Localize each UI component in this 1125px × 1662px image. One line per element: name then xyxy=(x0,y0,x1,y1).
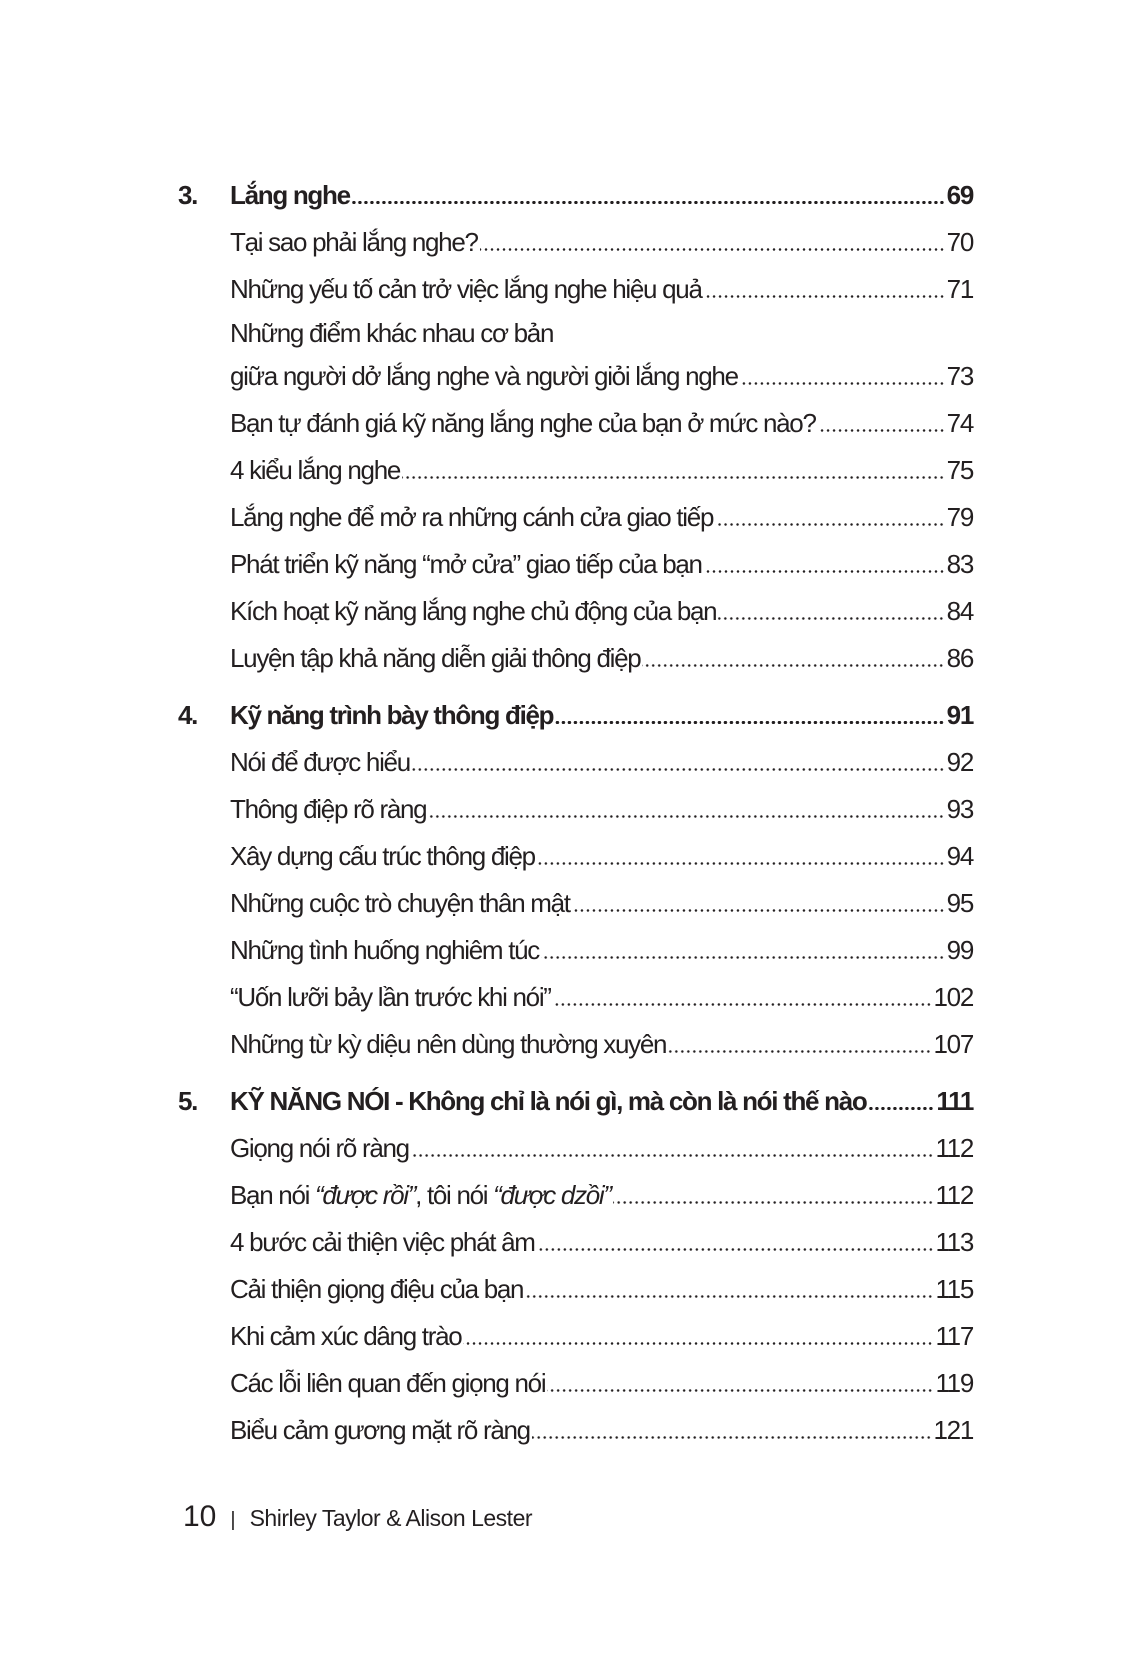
entry-page: 99 xyxy=(946,935,973,965)
entry-page: 71 xyxy=(946,274,973,304)
entry-title-part: Những từ kỳ diệu nên dùng thường xuyên xyxy=(230,1029,667,1059)
table-of-contents xyxy=(178,172,973,1464)
toc-entry[interactable] xyxy=(178,1266,973,1313)
chapter-title: Kỹ năng trình bày thông điệp xyxy=(230,700,554,730)
toc-entry[interactable] xyxy=(178,1021,973,1068)
entry-title-part: Kích hoạt kỹ năng lắng nghe chủ động của bạn xyxy=(230,596,717,626)
page-number: 10 xyxy=(183,1500,217,1533)
entry-title-part: Phát triển kỹ năng “mở cửa” giao tiếp của bạn xyxy=(230,549,702,579)
dot-leader xyxy=(428,815,944,818)
entry-page: 115 xyxy=(935,1274,973,1304)
entry-title xyxy=(230,1021,666,1068)
toc-entry[interactable] xyxy=(178,927,973,974)
dot-leader xyxy=(541,956,945,959)
entry-title-part: “được dzồi” xyxy=(493,1180,611,1210)
dot-leader xyxy=(412,768,945,771)
entry-page: 112 xyxy=(935,1180,973,1210)
toc-entry[interactable] xyxy=(178,266,973,313)
entry-title-part: 4 bước cải thiện việc phát âm xyxy=(230,1227,535,1257)
dot-leader xyxy=(532,1436,932,1439)
dot-leader xyxy=(718,617,944,620)
chapter-heading[interactable] xyxy=(178,1078,973,1125)
toc-entry[interactable] xyxy=(178,880,973,927)
entry-title xyxy=(230,833,535,880)
entry-title-part: giữa người dở lắng nghe và người giỏi lắng nghe xyxy=(230,361,738,391)
chapter-number: 5. xyxy=(178,1086,198,1116)
dot-leader xyxy=(402,476,945,479)
entry-title-part: Những yếu tố cản trở việc lắng nghe hiệu quả xyxy=(230,274,702,304)
toc-entry[interactable] xyxy=(178,400,973,447)
entry-page: 117 xyxy=(935,1321,973,1351)
chapter-heading[interactable] xyxy=(178,172,973,219)
toc-chapter xyxy=(178,692,973,1068)
dot-leader xyxy=(537,1248,934,1251)
book-authors: Shirley Taylor & Alison Lester xyxy=(249,1505,533,1531)
entry-page: 84 xyxy=(946,596,973,626)
entry-page: 112 xyxy=(935,1133,973,1163)
toc-entry[interactable] xyxy=(178,447,973,494)
entry-page: 83 xyxy=(946,549,973,579)
entry-title-part: Lắng nghe để mở ra những cánh cửa giao tiếp xyxy=(230,502,714,532)
dot-leader xyxy=(553,1003,932,1006)
entry-page: 86 xyxy=(946,643,973,673)
toc-entry[interactable] xyxy=(178,1407,973,1454)
entry-page: 75 xyxy=(946,455,973,485)
entry-page: 113 xyxy=(935,1227,973,1257)
chapter-page: 91 xyxy=(946,700,973,730)
entry-title-part: “được rồi” xyxy=(315,1180,416,1210)
entry-title-part: Khi cảm xúc dâng trào xyxy=(230,1321,462,1351)
entry-title-part: Tại sao phải lắng nghe? xyxy=(230,227,478,257)
dot-leader xyxy=(463,1342,933,1345)
dot-leader xyxy=(537,862,945,865)
toc-entry[interactable] xyxy=(178,541,973,588)
toc-entry[interactable] xyxy=(178,635,973,682)
entry-page: 107 xyxy=(933,1029,973,1059)
chapter-title: Lắng nghe xyxy=(230,180,350,210)
toc-chapter xyxy=(178,172,973,682)
chapter-number: 3. xyxy=(178,180,198,210)
dot-leader xyxy=(642,664,944,667)
entry-title-part: Luyện tập khả năng diễn giải thông điệp xyxy=(230,643,641,673)
entry-page: 119 xyxy=(935,1368,973,1398)
entry-title xyxy=(230,588,716,635)
toc-entry[interactable] xyxy=(178,353,973,400)
dot-leader xyxy=(740,382,945,385)
entry-title-part: 4 kiểu lắng nghe xyxy=(230,455,401,485)
toc-entry[interactable] xyxy=(178,786,973,833)
entry-title xyxy=(230,786,426,833)
dot-leader xyxy=(411,1154,934,1157)
entry-title xyxy=(230,1125,409,1172)
entry-title-part: Bạn nói xyxy=(230,1180,316,1210)
entry-title-part: Những cuộc trò chuyện thân mật xyxy=(230,888,570,918)
entry-title xyxy=(230,880,570,927)
dot-leader xyxy=(613,1201,934,1204)
dot-leader xyxy=(704,295,945,298)
toc-entry[interactable] xyxy=(178,1313,973,1360)
entry-page: 73 xyxy=(946,361,973,391)
entry-title-part: Xây dựng cấu trúc thông điệp xyxy=(230,841,535,871)
page-footer xyxy=(183,1500,532,1534)
entry-title xyxy=(230,1172,611,1219)
entry-page: 121 xyxy=(933,1415,973,1445)
entry-title xyxy=(230,266,702,313)
entry-page: 70 xyxy=(946,227,973,257)
entry-page: 79 xyxy=(946,502,973,532)
entry-title xyxy=(230,1219,535,1266)
entry-page: 94 xyxy=(946,841,973,871)
toc-entry[interactable] xyxy=(178,588,973,635)
chapter-heading[interactable] xyxy=(178,692,973,739)
entry-page: 74 xyxy=(946,408,973,438)
dot-leader xyxy=(547,1389,933,1392)
toc-entry[interactable] xyxy=(178,974,973,1021)
entry-title-line1: Những điểm khác nhau cơ bản xyxy=(230,318,554,348)
toc-chapter xyxy=(178,1078,973,1454)
toc-entry[interactable] xyxy=(178,833,973,880)
dot-leader xyxy=(868,1107,934,1110)
entry-page: 93 xyxy=(946,794,973,824)
entry-title-part: Những tình huống nghiêm túc xyxy=(230,935,539,965)
entry-title xyxy=(230,447,400,494)
toc-entry[interactable] xyxy=(178,739,973,786)
entry-title xyxy=(230,541,702,588)
toc-entry-line xyxy=(178,313,973,353)
footer-separator: | xyxy=(230,1509,236,1531)
entry-title-part: Nói để được hiểu xyxy=(230,747,410,777)
entry-title-part: “Uốn lưỡi bảy lần trước khi nói” xyxy=(230,982,551,1012)
entry-page: 92 xyxy=(946,747,973,777)
toc-entry[interactable] xyxy=(178,494,973,541)
chapter-title: KỸ NĂNG NÓI - Không chỉ là nói gì, mà còn là nói thế nào xyxy=(230,1086,867,1116)
entry-page: 95 xyxy=(946,888,973,918)
toc-entry[interactable] xyxy=(178,1219,973,1266)
dot-leader xyxy=(525,1295,933,1298)
entry-title-part: Bạn tự đánh giá kỹ năng lắng nghe của bạn ở mức nào? xyxy=(230,408,816,438)
entry-title xyxy=(230,739,410,786)
entry-title xyxy=(230,353,738,400)
entry-title-part: Cải thiện giọng điệu của bạn xyxy=(230,1274,524,1304)
chapter-page: 69 xyxy=(946,180,973,210)
entry-title-part: Giọng nói rõ ràng xyxy=(230,1133,409,1163)
toc-entry[interactable] xyxy=(178,1125,973,1172)
entry-title xyxy=(230,219,478,266)
entry-title xyxy=(230,1360,545,1407)
entry-title xyxy=(230,974,551,1021)
entry-title-part: Các lỗi liên quan đến giọng nói xyxy=(230,1368,546,1398)
dot-leader xyxy=(572,909,945,912)
toc-entry[interactable] xyxy=(178,219,973,266)
entry-title xyxy=(230,494,713,541)
dot-leader xyxy=(555,721,944,724)
entry-title xyxy=(230,400,816,447)
dot-leader xyxy=(818,429,945,432)
dot-leader xyxy=(704,570,945,573)
entry-title-part: Biểu cảm gương mặt rõ ràng xyxy=(230,1415,530,1445)
chapter-number: 4. xyxy=(178,700,198,730)
entry-title xyxy=(230,1407,530,1454)
dot-leader xyxy=(480,248,945,251)
toc-entry[interactable] xyxy=(178,1360,973,1407)
dot-leader xyxy=(715,523,945,526)
entry-title-part: Thông điệp rõ ràng xyxy=(230,794,427,824)
toc-entry[interactable] xyxy=(178,1172,973,1219)
chapter-page: 111 xyxy=(936,1086,973,1116)
dot-leader xyxy=(668,1050,931,1053)
entry-title xyxy=(230,927,539,974)
entry-title xyxy=(230,1266,523,1313)
entry-title-part: , tôi nói xyxy=(415,1180,494,1210)
entry-title xyxy=(230,635,640,682)
dot-leader xyxy=(352,201,945,204)
entry-title xyxy=(230,1313,461,1360)
entry-page: 102 xyxy=(933,982,973,1012)
